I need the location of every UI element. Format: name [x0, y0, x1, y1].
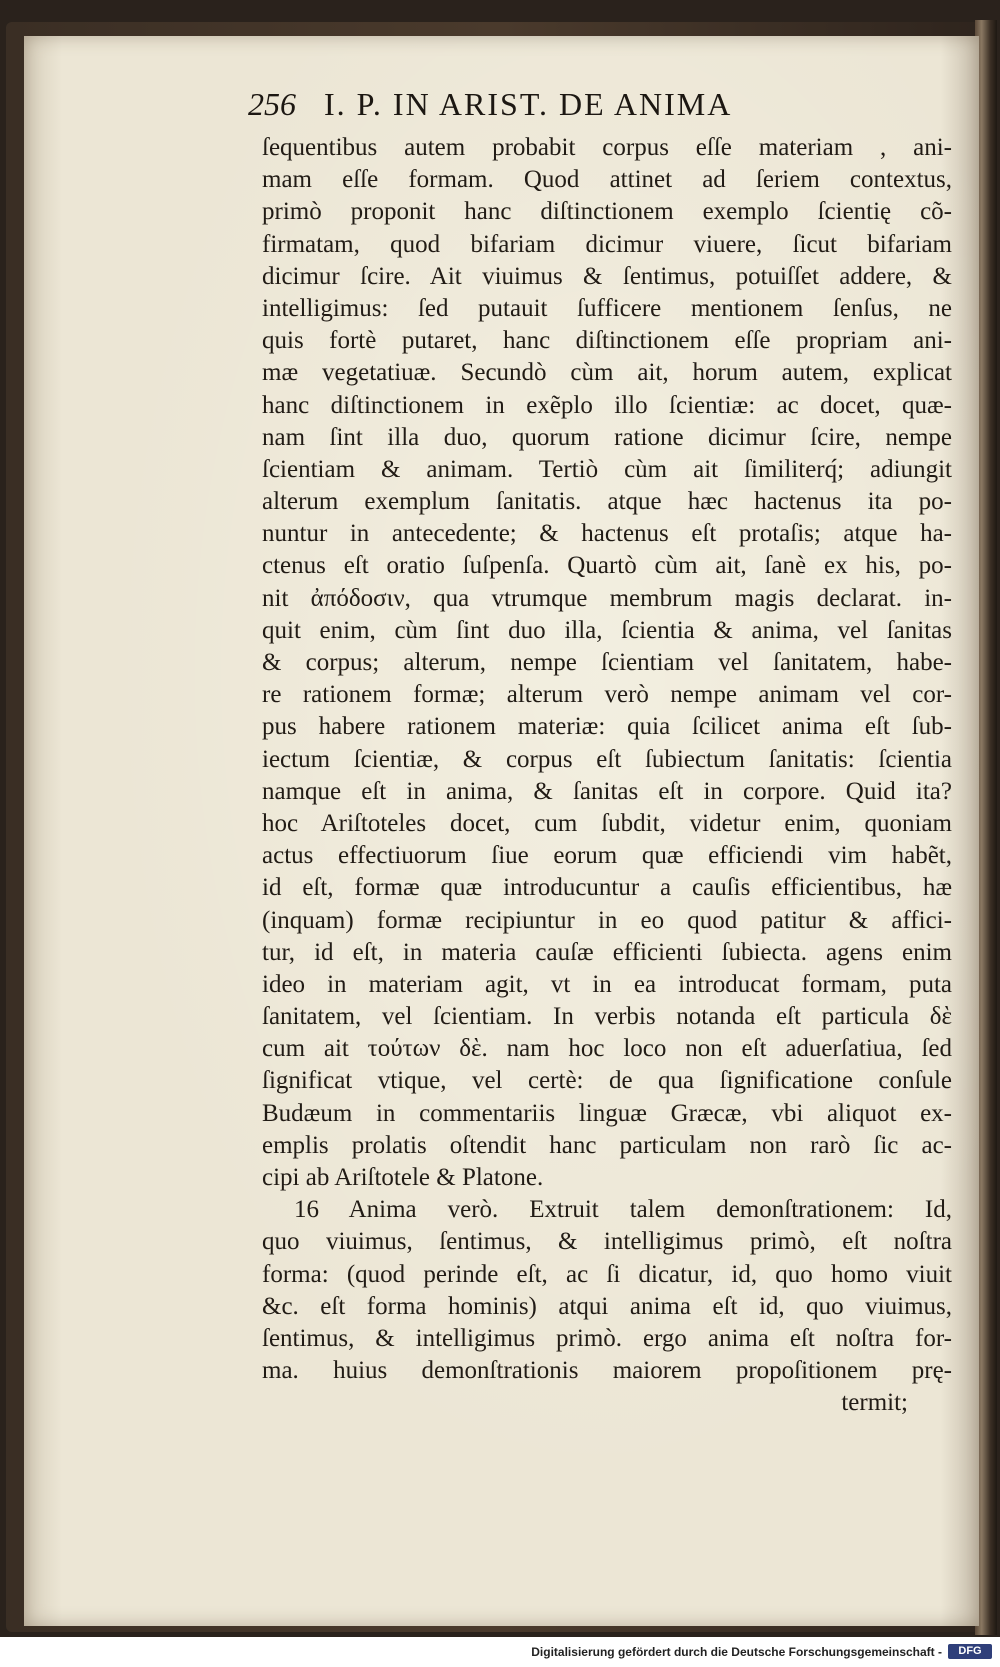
text-line: ſcientiam & animam. Tertiò cùm ait ſimiliterq́; adiungit: [262, 455, 952, 483]
text-line: ſignificat vtique, vel certè: de qua ſignificatione conſule: [262, 1067, 952, 1095]
text-line: ſanitatem, vel ſcientiam. In verbis notanda eſt particula δὲ: [262, 1003, 952, 1031]
text-line: alterum exemplum ſanitatis. atque hæc hactenus ita po-: [262, 488, 952, 516]
text-line: id eſt, formæ quæ introducuntur a cauſis efficientibus, hæ: [262, 874, 952, 902]
text-line: hanc diſtinctionem in exẽplo illo ſcientiæ: ac docet, quæ-: [262, 391, 952, 419]
running-header: [248, 86, 848, 123]
text-line: re rationem formæ; alterum verò nempe animam vel cor-: [262, 681, 952, 709]
text-line: mæ vegetatiuæ. Secundò cùm ait, horum autem, explicat: [262, 359, 952, 387]
text-line: nit ἀπόδοσιν, qua vtrumque membrum magis declarat. in-: [262, 584, 952, 612]
dfg-logo-icon: DFG: [948, 1644, 992, 1659]
text-line: intelligimus: ſed putauit ſufficere mentionem ſenſus, ne: [262, 294, 952, 322]
text-line: iectum ſcientiæ, & corpus eſt ſubiectum ſanitatis: ſcientia: [262, 745, 952, 773]
body-text: [262, 132, 952, 1420]
running-title: I. P. IN ARIST. DE ANIMA: [324, 86, 733, 122]
text-line: mam eſſe formam. Quod attinet ad ſeriem contextus,: [262, 166, 952, 194]
text-line: forma: (quod perinde eſt, ac ſi dicatur, id, quo homo viuit: [262, 1260, 952, 1288]
text-line: & corpus; alterum, nempe ſcientiam vel ſanitatem, habe-: [262, 649, 952, 676]
page-number: 256: [248, 86, 296, 122]
text-line: cipi ab Ariſtotele & Platone.: [262, 1164, 544, 1191]
text-line: cum ait τούτων δὲ. nam hoc loco non eſt aduerſatiua, ſed: [262, 1035, 952, 1063]
text-line: hoc Ariſtoteles docet, cum ſubdit, videtur enim, quoniam: [262, 809, 952, 837]
text-line: ſequentibus autem probabit corpus eſſe materiam , ani-: [262, 134, 952, 161]
text-line: ma. huius demonſtrationis maiorem propoſitionem prę-: [262, 1357, 952, 1385]
text-line: firmatam, quod bifariam dicimur viuere, ſicut bifariam: [262, 230, 952, 258]
text-line: &c. eſt forma hominis) atqui anima eſt id, quo viuimus,: [262, 1292, 952, 1320]
text-line: ctenus eſt oratio ſuſpenſa. Quartò cùm ait, ſanè ex his, po-: [262, 552, 952, 580]
text-line: namque eſt in anima, & ſanitas eſt in corpore. Quid ita?: [262, 777, 952, 805]
text-line: Budæum in commentariis linguæ Græcæ, vbi aliquot ex-: [262, 1099, 952, 1127]
text-line: 16 Anima verò. Extruit talem demonſtrationem: Id,: [294, 1196, 952, 1224]
text-line: actus effectiuorum ſiue eorum quæ efficiendi vim habẽt,: [262, 842, 952, 870]
text-line: quo viuimus, ſentimus, & intelligimus primò, eſt noſtra: [262, 1228, 952, 1256]
text-line: pus habere rationem materiæ: quia ſcilicet anima eſt ſub-: [262, 713, 952, 741]
text-line: quis fortè putaret, hanc diſtinctionem eſſe propriam ani-: [262, 327, 952, 355]
text-line: ſentimus, & intelligimus primò. ergo anima eſt noſtra for-: [262, 1324, 952, 1352]
text-line: ideo in materiam agit, vt in ea introducat formam, puta: [262, 970, 952, 998]
digitization-footer: [0, 1637, 1000, 1667]
text-line: tur, id eſt, in materia cauſæ efficienti ſubiecta. agens enim: [262, 938, 952, 966]
text-line: dicimur ſcire. Ait viuimus & ſentimus, potuiſſet addere, &: [262, 262, 952, 290]
text-line: (inquam) formæ recipiuntur in eo quod patitur & affici-: [262, 906, 952, 934]
text-line: emplis prolatis oſtendit hanc particulam non rarò ſic ac-: [262, 1131, 952, 1159]
text-line: quit enim, cùm ſint duo illa, ſcientia & anima, vel ſanitas: [262, 616, 952, 644]
text-line: nuntur in antecedente; & hactenus eſt protaſis; atque ha-: [262, 520, 952, 548]
funding-credit: Digitalisierung gefördert durch die Deutsche Forschungsgemeinschaft -: [531, 1645, 942, 1659]
text-line: primò proponit hanc diſtinctionem exemplo ſcientię cõ-: [262, 198, 952, 226]
catchword: termit;: [841, 1389, 908, 1417]
text-line: nam ſint illa duo, quorum ratione dicimur ſcire, nempe: [262, 423, 952, 451]
